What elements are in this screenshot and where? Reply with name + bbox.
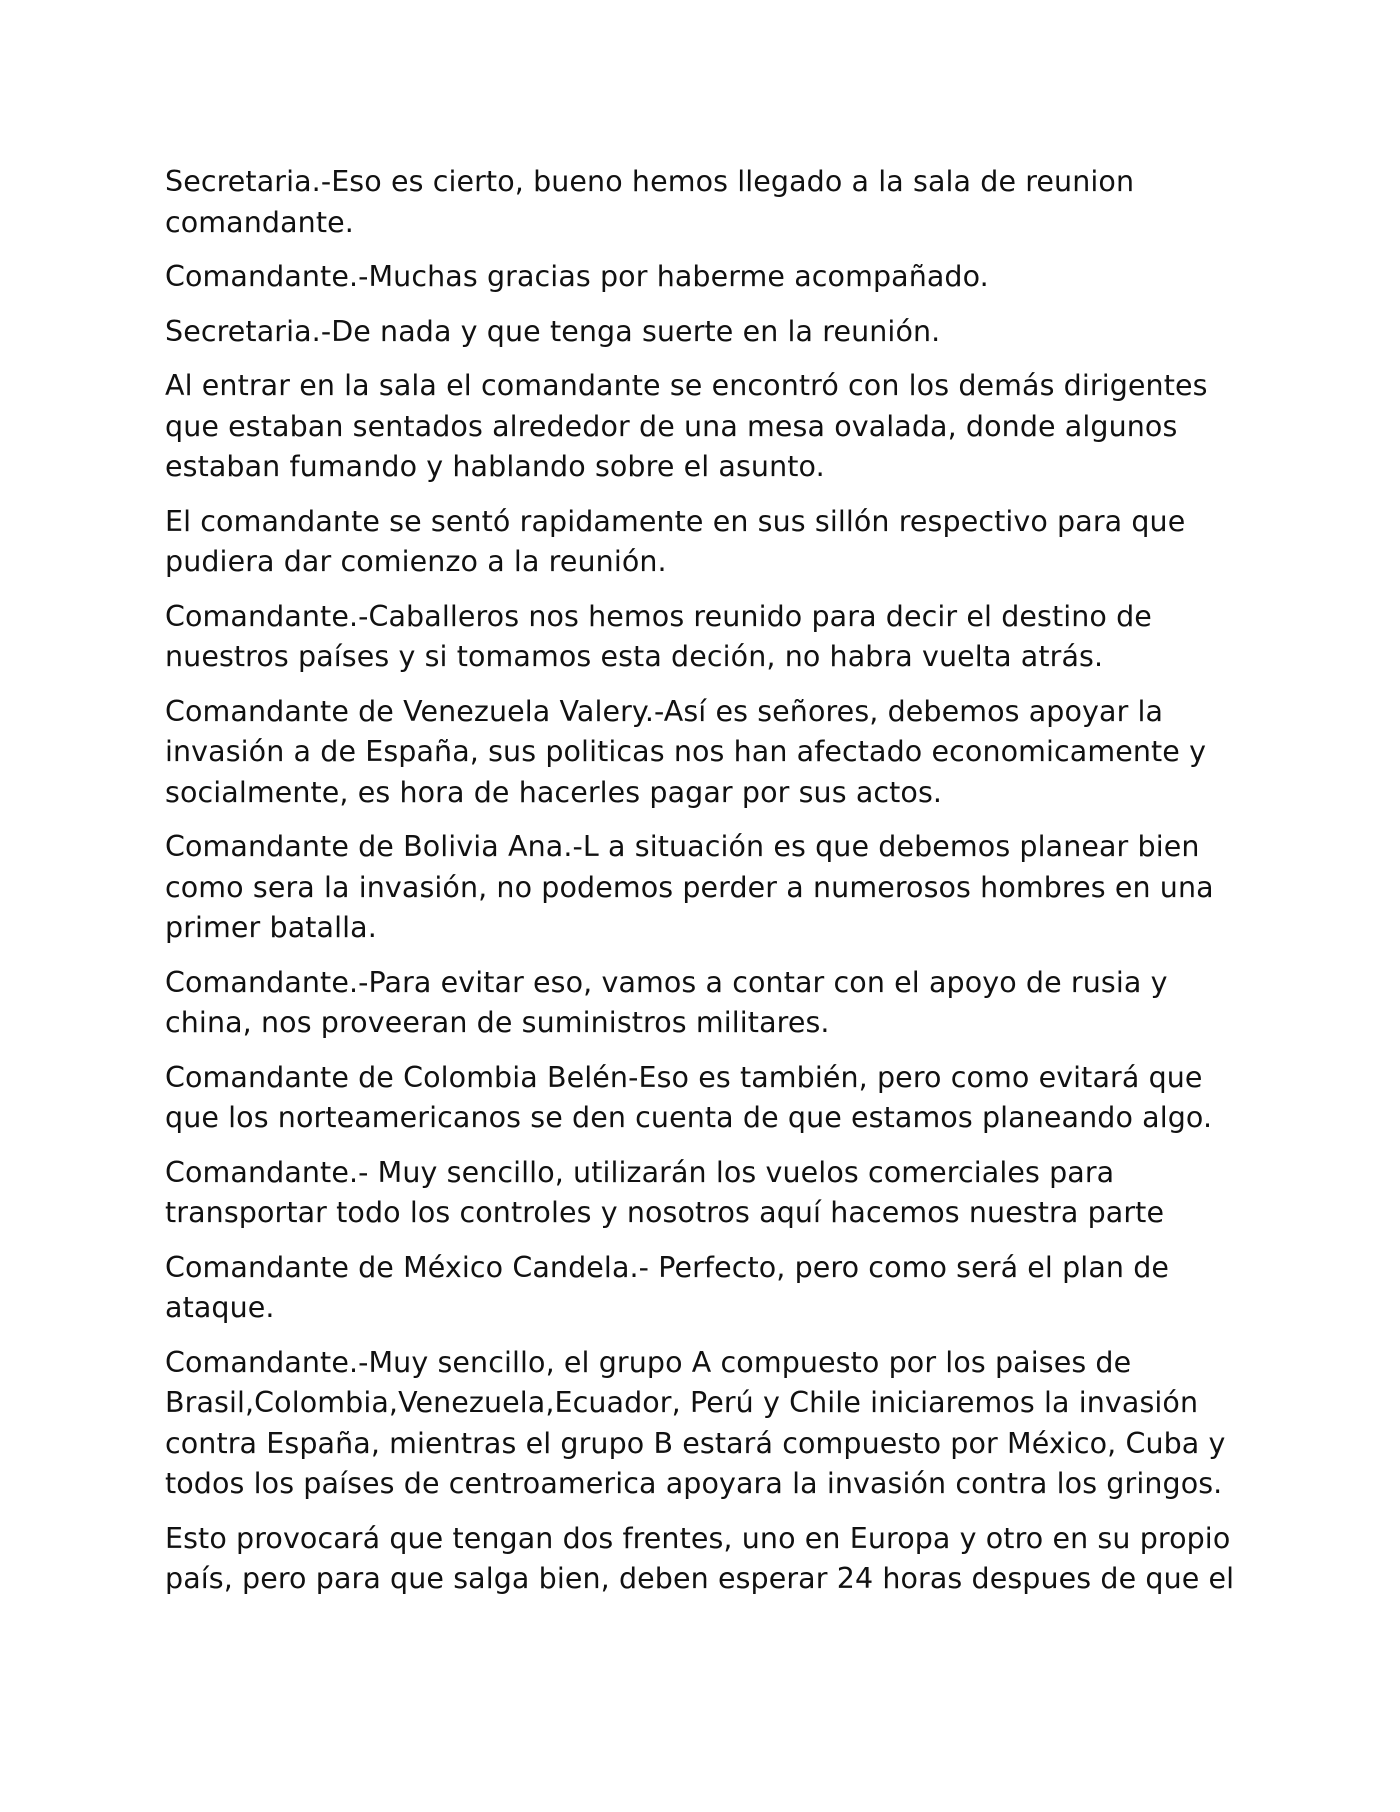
paragraph: Comandante de México Candela.- Perfecto, pero como será el plan de ataque. [165,1250,1170,1324]
document-body [165,162,1245,1614]
paragraph: Comandante de Venezuela Valery.-Así es señores, debemos apoyar la invasión a de España, sus politicas nos han afectado economicamente y socialmente, es hora de hacerles pagar por sus actos. [165,694,1207,809]
paragraph: Comandante de Bolivia Ana.-L a situación es que debemos planear bien como sera la invasión, no podemos perder a numerosos hombres en una primer batalla. [165,830,1214,944]
paragraph: Secretaria.-Eso es cierto, bueno hemos llegado a la sala de reunion comandante. [165,165,1135,239]
paragraph: Comandante de Colombia Belén-Eso es también, pero como evitará que que los norteamericanos se den cuenta de que estamos planeando algo. [165,1060,1213,1134]
paragraph: Comandante.- Muy sencillo, utilizarán los vuelos comerciales para transportar todo los controles y nosotros aquí hacemos nuestra parte [165,1155,1165,1229]
paragraph: Esto provocará que tengan dos frentes, uno en Europa y otro en su propio país, pero para que salga bien, deben esperar 24 horas despues de que el [165,1521,1235,1595]
paragraph: Comandante.-Muy sencillo, el grupo A compuesto por los paises de Brasil,Colombia,Venezuela,Ecuador, Perú y Chile iniciaremos la invasión contra España, mientras el grupo B estará compuesto por México, Cuba y todos los países de centroamerica apoyara la invasión contra los gringos. [165,1345,1226,1500]
paragraph: Al entrar en la sala el comandante se encontró con los demás dirigentes que estaban sentados alrededor de una mesa ovalada, donde algunos estaban fumando y hablando sobre el asunto. [165,369,1208,483]
paragraph: El comandante se sentó rapidamente en sus sillón respectivo para que pudiera dar comienzo a la reunión. [165,504,1186,578]
paragraph: Secretaria.-De nada y que tenga suerte en la reunión. [165,314,941,348]
paragraph: Comandante.-Muchas gracias por haberme acompañado. [165,260,989,293]
paragraph: Comandante.-Para evitar eso, vamos a contar con el apoyo de rusia y china, nos proveeran de suministros militares. [165,965,1168,1039]
paragraph: Comandante.-Caballeros nos hemos reunido para decir el destino de nuestros países y si tomamos esta deción, no habra vuelta atrás. [165,599,1152,673]
